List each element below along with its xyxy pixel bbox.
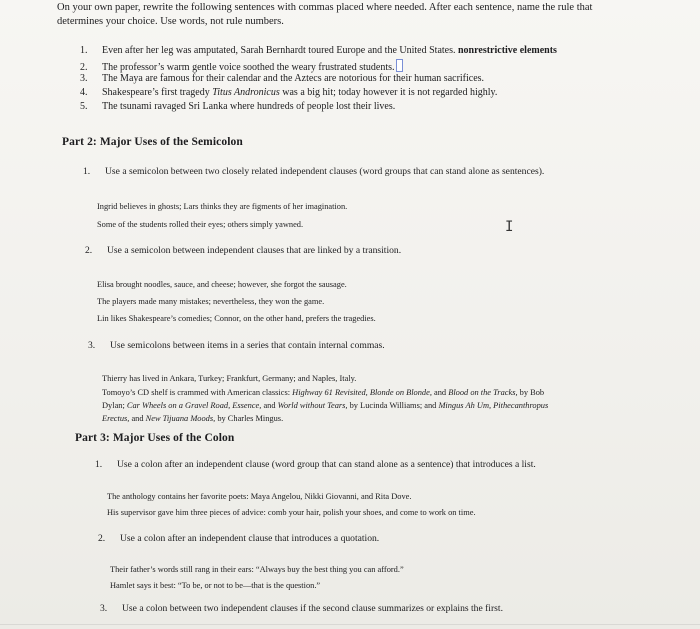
example-sentence: Ingrid believes in ghosts; Lars thinks they are figments of her imagination. [97,202,348,211]
rule-text: Use a colon between two independent clauses if the second clause summarizes or explains the first. [122,603,503,614]
item-text: Shakespeare’s first tragedy [102,87,213,98]
example-sentence: Their father’s words still rang in their ears: “Always buy the best thing you can afford.” [110,565,404,574]
intro-line-1: On your own paper, rewrite the following sentences with commas placed where needed. After each sentence, name the rule that [57,2,593,13]
rule-text: Use a semicolon between two closely related independent clauses (word groups that can stand alone as sentences). [105,166,545,177]
example-sentence: The players made many mistakes; nevertheless, they won the game. [97,297,325,306]
list-item [80,101,395,113]
example-sentence: Elisa brought noodles, sauce, and cheese; however, she forgot the sausage. [97,280,347,289]
rule-item [98,533,379,544]
item-text-italic: Titus Andronicus [212,87,280,98]
rule-item [88,340,385,351]
item-text: was a big hit; today however it is not regarded highly. [279,87,498,98]
item-number: 1. [80,45,88,56]
example-sentence: Dylan; Car Wheels on a Gravel Road, Essence, and World without Tears, by Lucinda Williams; and Mingus Ah Um, Pithecanthropus [102,401,549,410]
item-number: 2. [80,62,88,73]
intro-line-2: determines your choice. Use words, not rule numbers. [57,16,284,27]
example-sentence: His supervisor gave him three pieces of advice: comb your hair, polish your shoes, and come to work on time. [107,508,476,517]
part3-heading: Part 3: Major Uses of the Colon [75,432,235,444]
item-text: The tsunami ravaged Sri Lanka where hundreds of people lost their lives. [102,101,396,112]
item-text: Even after her leg was amputated, Sarah Bernhardt toured Europe and the United States. [102,45,456,56]
rule-number: 1. [83,166,91,177]
example-sentence: Hamlet says it best: “To be, or not to be—that is the question.” [110,581,321,590]
example-sentence: Erectus, and New Tijuana Moods, by Charles Mingus. [102,414,284,423]
rule-item [100,603,503,614]
list-item [80,87,497,99]
rule-text: Use a colon after an independent clause (word group that can stand alone as a sentence) that introduces a list. [117,459,536,470]
example-sentence: Lin likes Shakespeare’s comedies; Connor, on the other hand, prefers the tragedies. [97,314,376,323]
list-item [80,73,484,85]
rule-number: 1. [95,459,103,470]
rule-text: Use a semicolon between independent clauses that are linked by a transition. [107,245,402,256]
item-text: The professor’s warm gentle voice soothed the weary frustrated students. [102,62,395,73]
rule-number: 3. [88,340,96,351]
rule-number: 3. [100,603,108,614]
rule-item [95,459,536,470]
text-cursor-ibeam-icon: I [505,219,514,235]
part2-heading: Part 2: Major Uses of the Semicolon [62,136,243,148]
rule-number: 2. [85,245,93,256]
item-text: The Maya are famous for their calendar and the Aztecs are notorious for their human sacrifices. [102,73,485,84]
example-sentence: Some of the students rolled their eyes; others simply yawned. [97,220,304,229]
rule-text: Use a colon after an independent clause that introduces a quotation. [120,533,380,544]
example-sentence: Thierry has lived in Ankara, Turkey; Frankfurt, Germany; and Naples, Italy. [102,374,357,383]
typed-answer: nonrestrictive elements [458,45,557,56]
rule-item [85,245,401,256]
text-cursor[interactable] [396,59,403,72]
page-bottom-edge [0,624,700,625]
example-sentence: Tomoyo’s CD shelf is crammed with American classics: Highway 61 Revisited, Blonde on Blonde, and Blood on the Tracks, by Bob [102,388,545,397]
list-item [80,45,557,57]
example-sentence: The anthology contains her favorite poets: Maya Angelou, Nikki Giovanni, and Rita Dove. [107,492,412,501]
list-item [80,59,403,74]
rule-item [83,166,544,177]
rule-text: Use semicolons between items in a series that contain internal commas. [110,340,385,351]
item-number: 5. [80,101,88,112]
item-number: 3. [80,73,88,84]
rule-number: 2. [98,533,106,544]
item-number: 4. [80,87,88,98]
